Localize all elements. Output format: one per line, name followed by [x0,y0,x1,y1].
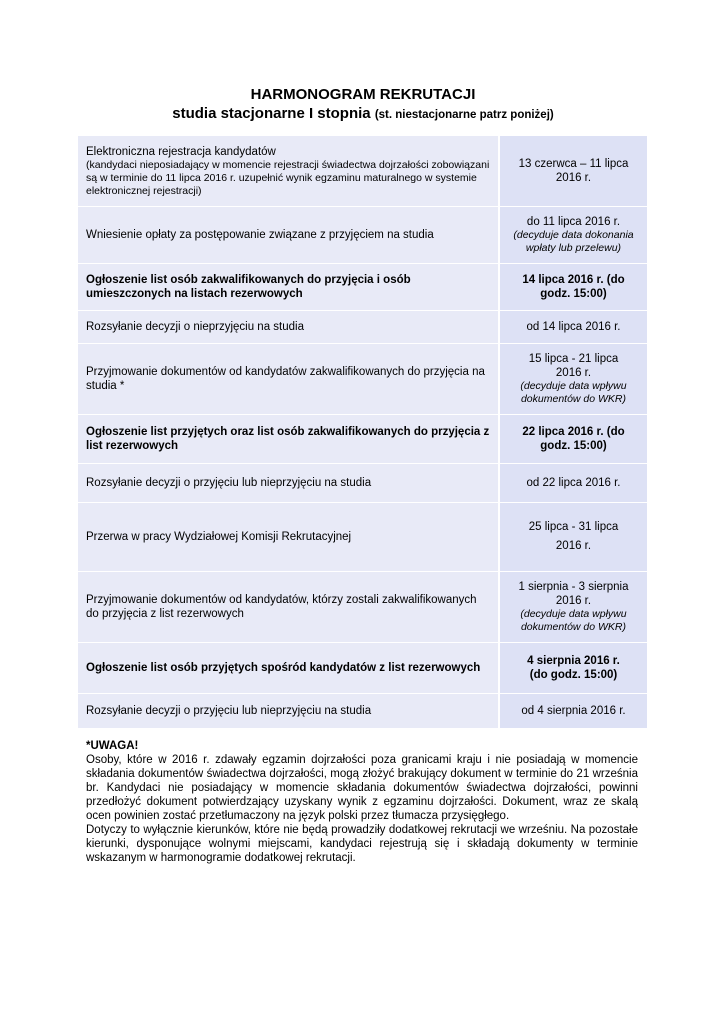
row-description-text: Wniesienie opłaty za postępowanie związane z przyjęciem na studia [86,229,434,241]
table-row [78,207,647,264]
row-description-detail: (kandydaci nieposiadający w momencie rejestracji świadectwa dojrzałości zobowiązani są w terminie do 11 lipca 2016 r. uzupełnić wynik egzaminu maturalnego w systemie elektronicznej rejestracji) [86,158,490,197]
table-row [78,643,647,694]
table-row [78,572,647,643]
row-description-text: Ogłoszenie list osób zakwalifikowanych do przyjęcia i osób umieszczonych na listach rezerwowych [86,274,411,300]
row-description-text: Rozsyłanie decyzji o przyjęciu lub nieprzyjęciu na studia [86,705,372,717]
row-description [78,311,500,343]
row-date-text: 1 sierpnia - 3 sierpnia 2016 r. [518,581,629,607]
note-paragraph: Dotyczy to wyłącznie kierunków, które nie będą prowadziły dodatkowej rekrutacji we wrześniu. Na pozostałe kierunki, dysponujące wolnymi miejscami, kandydaci rejestrują się i składają dokumenty w terminie wskazanym w harmonogramie dodatkowej rekrutacji. [86,824,638,864]
row-date [500,572,647,642]
row-date-text: 4 sierpnia 2016 r. (do godz. 15:00) [527,655,620,681]
row-date [500,344,647,414]
row-date [500,643,647,693]
row-description [78,464,500,502]
row-date-note: (decyduje data dokonania wpłaty lub przelewu) [513,229,634,254]
table-row [78,694,647,729]
row-description-text: Przyjmowanie dokumentów od kandydatów zakwalifikowanych do przyjęcia na studia * [86,366,485,392]
row-date-text: 13 czerwca – 11 lipca 2016 r. [518,158,629,184]
row-date-text: 25 lipca - 31 lipca 2016 r. [528,521,619,552]
table-row [78,464,647,503]
row-date [500,464,647,502]
row-date [500,207,647,263]
document-header [78,86,648,124]
row-date-text: od 22 lipca 2016 r. [526,477,621,489]
row-date [500,136,647,206]
row-date-note: (decyduje data wpływu dokumentów do WKR) [520,380,627,405]
table-row [78,264,647,311]
row-date [500,503,647,571]
row-date-text: od 4 sierpnia 2016 r. [521,705,626,717]
row-date-text: od 14 lipca 2016 r. [526,321,621,333]
row-description [78,207,500,263]
row-description-text: Rozsyłanie decyzji o przyjęciu lub nieprzyjęciu na studia [86,477,372,489]
row-description [78,344,500,414]
row-description-text: Ogłoszenie list osób przyjętych spośród kandydatów z list rezerwowych [86,662,481,674]
row-description [78,694,500,728]
row-date [500,415,647,463]
row-description-text: Przyjmowanie dokumentów od kandydatów, którzy zostali zakwalifikowanych do przyjęcia z list rezerwowych [86,594,477,620]
schedule-table [78,136,647,729]
row-description [78,503,500,571]
row-date-text: 15 lipca - 21 lipca 2016 r. [528,353,619,379]
row-description [78,136,500,206]
row-description [78,572,500,642]
table-row [78,415,647,464]
subtitle-note: (st. niestacjonarne patrz poniżej) [374,109,554,121]
note-paragraph: Osoby, które w 2016 r. zdawały egzamin dojrzałości poza granicami kraju i nie posiadają w momencie składania dokumentów świadectwa dojrzałości, mogą złożyć brakujący dokument w terminie do 21 września br. Kandydaci nie posiadający w momencie składania dokumentów świadectwa dojrzałości, powinni przedłożyć dokument potwierdzający uzyskany wynik z egzaminu dojrzałości. Dokument, wraz ze skalą ocen powinien zostać przetłumaczony na język polski przez tłumacza przysięgłego. [86,754,638,822]
table-row [78,344,647,415]
row-description-text: Przerwa w pracy Wydziałowej Komisji Rekrutacyjnej [86,531,352,543]
row-date-note: (decyduje data wpływu dokumentów do WKR) [520,608,627,633]
row-description [78,415,500,463]
row-date-text: do 11 lipca 2016 r. [526,216,621,228]
row-date-text: 14 lipca 2016 r. (do godz. 15:00) [522,274,625,300]
note-section [86,739,638,865]
table-row [78,503,647,572]
table-row [78,136,647,207]
row-description-text: Ogłoszenie list przyjętych oraz list osób zakwalifikowanych do przyjęcia z list rezerwowych [86,426,490,452]
row-description [78,264,500,310]
subtitle-main: studia stacjonarne I stopnia [172,105,371,122]
row-description-text: Rozsyłanie decyzji o nieprzyjęciu na studia [86,321,304,333]
row-date [500,264,647,310]
row-date [500,694,647,728]
row-description [78,643,500,693]
note-heading: *UWAGA! [86,740,139,752]
page-title: HARMONOGRAM REKRUTACJI [250,86,476,103]
table-row [78,311,647,344]
row-date-text: 22 lipca 2016 r. (do godz. 15:00) [522,426,625,452]
page-subtitle [78,105,648,124]
row-description-text: Elektroniczna rejestracja kandydatów [86,145,276,158]
row-date [500,311,647,343]
